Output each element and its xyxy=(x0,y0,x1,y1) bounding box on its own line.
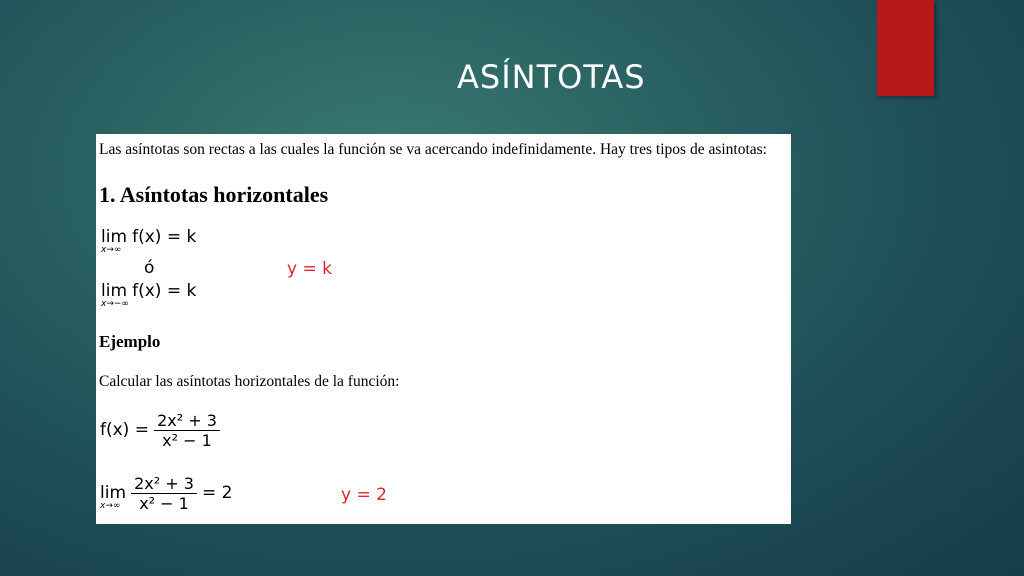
function-lhs: f(x) = xyxy=(100,420,149,440)
limit-expression: f(x) = k xyxy=(132,281,197,301)
limit-formula-negative xyxy=(101,281,197,309)
fraction-numerator: 2x² + 3 xyxy=(131,474,197,494)
function-formula xyxy=(100,411,220,450)
limit-expression: f(x) = k xyxy=(132,227,197,247)
lim-operator: lim x→∞ xyxy=(101,227,128,255)
fraction-denominator: x² − 1 xyxy=(139,494,189,513)
content-image xyxy=(96,134,791,524)
lim-operator: lim x→∞ xyxy=(100,483,127,511)
fraction-numerator: 2x² + 3 xyxy=(154,411,220,431)
section-heading: 1. Asíntotas horizontales xyxy=(99,182,329,207)
fraction-denominator: x² − 1 xyxy=(162,431,212,450)
limit-example-formula xyxy=(100,474,233,513)
or-text: ó xyxy=(144,258,155,278)
intro-text: Las asíntotas son rectas a las cuales la función se va acercando indefinidamente. Hay tres tipos de asintotas: xyxy=(99,141,767,158)
accent-bar xyxy=(877,0,934,96)
lim-subscript: x→∞ xyxy=(100,501,121,511)
limit-fraction xyxy=(131,474,197,513)
lim-subscript: x→−∞ xyxy=(101,299,129,309)
lim-subscript: x→∞ xyxy=(101,245,122,255)
limit-formula-positive xyxy=(101,227,197,255)
task-text: Calcular las asíntotas horizontales de la función: xyxy=(99,373,400,390)
result-y-equals-k: y = k xyxy=(287,259,332,279)
slide-title: ASÍNTOTAS xyxy=(457,58,646,96)
function-fraction xyxy=(154,411,220,450)
lim-operator: lim x→−∞ xyxy=(101,281,129,309)
limit-result: = 2 xyxy=(202,483,233,503)
result-y-equals-2: y = 2 xyxy=(341,485,387,505)
example-heading: Ejemplo xyxy=(99,332,161,351)
